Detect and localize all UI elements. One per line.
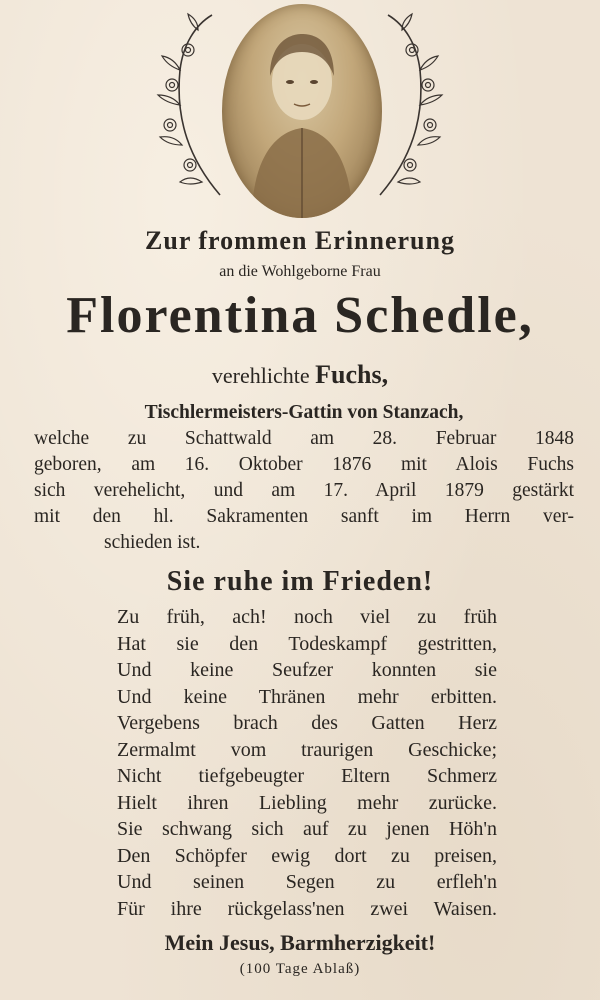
poem-line: Und keine Seufzer konnten sie	[117, 659, 497, 681]
heading-dedication: an die Wohlgeborne Frau	[219, 263, 381, 280]
floral-wreath-left-icon	[150, 10, 230, 200]
poem-line: Den Schöpfer ewig dort zu preisen,	[117, 844, 497, 867]
poem-line: Und seinen Segen zu erfleh'n	[117, 871, 497, 893]
married-name-line	[0, 360, 600, 390]
biography-line: sich verehelicht, und am 17. April 1879 gestärkt	[34, 480, 574, 501]
biography-line: schieden ist.	[104, 532, 201, 553]
heading-remembrance: Zur frommen Erinnerung	[145, 226, 455, 255]
poem-line: Sie schwang sich auf zu jenen Höh'n	[117, 818, 497, 840]
biography-text	[34, 400, 574, 556]
poem-line: Und keine Thränen mehr erbitten.	[117, 685, 497, 708]
poem-line: Zermalmt vom traurigen Geschicke;	[117, 738, 497, 761]
poem-line: Nicht tiefgebeugter Eltern Schmerz	[117, 765, 497, 787]
poem-line: Hat sie den Todeskampf gestritten,	[117, 632, 497, 655]
poem-line: Für ihre rückgelass'nen zwei Waisen.	[117, 897, 497, 920]
portrait-photo	[222, 4, 382, 218]
floral-wreath-right-icon	[370, 10, 450, 200]
deceased-name: Florentina Schedle,	[66, 287, 534, 344]
poem	[117, 604, 497, 922]
biography-line: welche zu Schattwald am 28. Februar 1848	[34, 428, 574, 449]
rest-in-peace-heading: Sie ruhe im Frieden!	[166, 566, 434, 597]
closing-prayer: Mein Jesus, Barmherzigkeit!	[164, 930, 436, 955]
biography-line: geboren, am 16. Oktober 1876 mit Alois Fuchs	[34, 454, 574, 475]
married-surname: Fuchs,	[315, 360, 389, 389]
poem-line: Vergebens brach des Gatten Herz	[117, 712, 497, 734]
biography-line: mit den hl. Sakramenten sanft im Herrn ver-	[34, 506, 574, 527]
poem-line: Hielt ihren Liebling mehr zurücke.	[117, 791, 497, 814]
married-prefix: verehlichte	[211, 363, 310, 388]
biography-line: Tischlermeisters-Gattin von Stanzach,	[144, 402, 464, 423]
poem-line: Zu früh, ach! noch viel zu früh	[117, 606, 497, 628]
indulgence-note: (100 Tage Ablaß)	[239, 961, 361, 977]
